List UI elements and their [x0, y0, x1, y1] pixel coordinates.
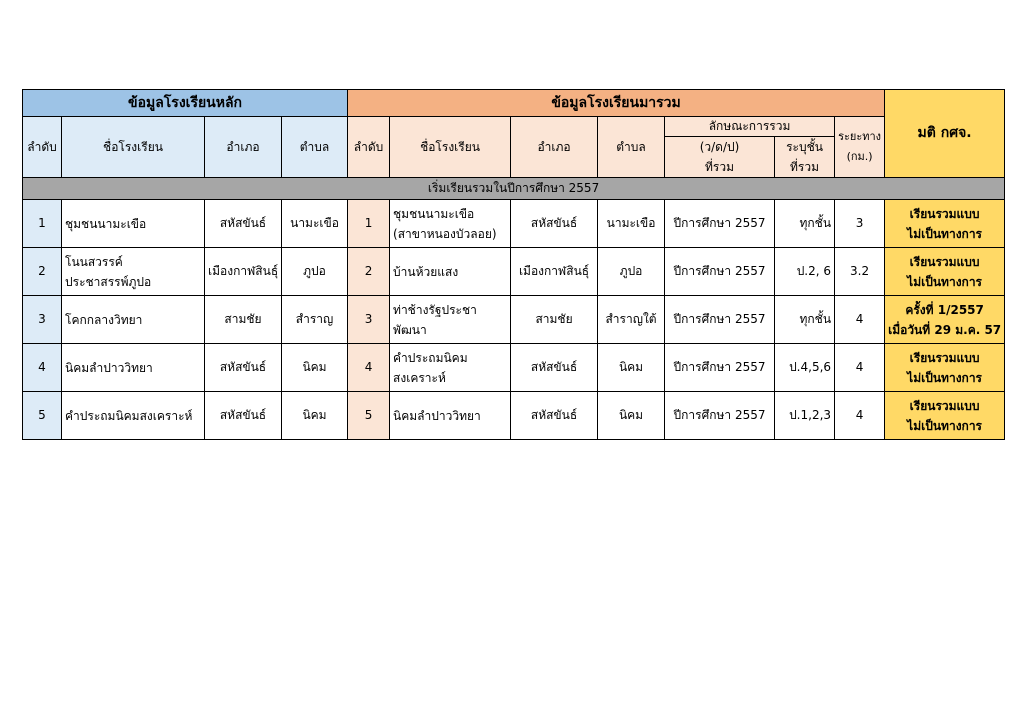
merge-name-line1: นิคมลำปาววิทยา	[393, 408, 481, 423]
merge-year: ปีการศึกษา 2557	[673, 408, 766, 422]
main-subdistrict: นิคม	[302, 408, 327, 422]
main-order-cell	[23, 296, 62, 344]
grade-header-sub: ที่รวม	[790, 160, 820, 174]
main-name-cell	[62, 200, 205, 248]
main-order: 2	[38, 264, 46, 278]
main-order-cell	[23, 344, 62, 392]
resolution-line1: เรียนรวมแบบ	[909, 206, 980, 221]
main-name-cell	[62, 296, 205, 344]
main-subdistrict-cell	[282, 296, 348, 344]
main-order-header: ลำดับ	[23, 117, 62, 178]
merge-order-cell	[348, 392, 390, 440]
distance-header-unit: (กม.)	[846, 150, 873, 163]
resolution-header: มติ กศจ.	[885, 90, 1005, 178]
main-subdistrict-cell	[282, 344, 348, 392]
main-name-line1: โคกกลางวิทยา	[65, 312, 143, 327]
merge-subdistrict: ภูปอ	[619, 264, 643, 278]
merge-order: 4	[364, 360, 373, 374]
main-name-line1: ชุมชนนามะเขือ	[65, 216, 147, 231]
merge-name-line2: พัฒนา	[393, 322, 427, 337]
main-name-cell	[62, 392, 205, 440]
main-school-group-header: ข้อมูลโรงเรียนหลัก	[23, 90, 348, 117]
main-subdistrict-header: ตำบล	[282, 117, 348, 178]
distance-cell	[835, 392, 885, 440]
main-name-cell	[62, 344, 205, 392]
merge-subdistrict-cell	[598, 392, 665, 440]
merge-subdistrict: สำราญใต้	[605, 312, 657, 326]
merge-order-cell	[348, 200, 390, 248]
merge-name-header: ชื่อโรงเรียน	[390, 117, 511, 178]
main-name-cell	[62, 248, 205, 296]
merge-name-cell	[390, 248, 511, 296]
merge-order-header: ลำดับ	[348, 117, 390, 178]
merge-order-cell	[348, 248, 390, 296]
merge-year-cell	[665, 200, 775, 248]
merge-grade: ป.2, 6	[796, 264, 832, 278]
table-row	[23, 392, 1005, 440]
main-name-header: ชื่อโรงเรียน	[62, 117, 205, 178]
merge-name-cell	[390, 344, 511, 392]
main-district-cell	[205, 248, 282, 296]
school-merge-table	[22, 89, 1005, 440]
merge-name-line1: คำประถมนิคม	[393, 350, 468, 365]
resolution-line2: เมื่อวันที่ 29 ม.ค. 57	[888, 322, 1002, 337]
merge-name-line1: ชุมชนนามะเขือ	[393, 206, 475, 221]
merge-mode-sub: ที่รวม	[705, 160, 735, 174]
merge-name-line2: สงเคราะห์	[393, 370, 446, 385]
main-name-line1: นิคมลำปาววิทยา	[65, 360, 153, 375]
merge-district-cell	[511, 392, 598, 440]
resolution-line1: ครั้งที่ 1/2557	[905, 302, 984, 317]
school-rows	[23, 200, 1005, 440]
merge-district: สามชัย	[535, 312, 573, 326]
main-subdistrict-cell	[282, 248, 348, 296]
main-order-cell	[23, 248, 62, 296]
merge-district: สหัสขันธ์	[530, 360, 578, 374]
merge-order-cell	[348, 344, 390, 392]
merge-year-cell	[665, 248, 775, 296]
merge-subdistrict-cell	[598, 248, 665, 296]
merge-district-cell	[511, 200, 598, 248]
merge-subdistrict-cell	[598, 344, 665, 392]
main-order: 1	[38, 216, 46, 230]
resolution-line2: ไม่เป็นทางการ	[907, 274, 982, 289]
merge-order: 5	[364, 408, 373, 422]
main-name-line2: ประชาสรรพ์ภูปอ	[65, 274, 152, 289]
main-subdistrict-cell	[282, 392, 348, 440]
merge-grade: ป.1,2,3	[789, 408, 832, 422]
resolution-line2: ไม่เป็นทางการ	[907, 418, 982, 433]
main-district-cell	[205, 200, 282, 248]
distance-header	[835, 117, 885, 178]
merge-district-cell	[511, 344, 598, 392]
main-subdistrict-cell	[282, 200, 348, 248]
resolution-cell	[885, 200, 1005, 248]
merge-order: 2	[364, 264, 373, 278]
merge-name-cell	[390, 200, 511, 248]
main-subdistrict: นามะเขือ	[290, 216, 339, 230]
merge-district: สหัสขันธ์	[530, 408, 578, 422]
merge-subdistrict: นามะเขือ	[606, 216, 656, 230]
merge-school-group-header: ข้อมูลโรงเรียนมารวม	[348, 90, 885, 117]
distance-cell	[835, 344, 885, 392]
main-district: สหัสขันธ์	[219, 408, 267, 422]
merge-year: ปีการศึกษา 2557	[673, 312, 766, 326]
merge-order: 3	[364, 312, 373, 326]
grade-header-label: ระบุชั้น	[786, 140, 823, 154]
resolution-line2: ไม่เป็นทางการ	[907, 370, 982, 385]
merge-district-header: อำเภอ	[511, 117, 598, 178]
main-order-cell	[23, 392, 62, 440]
main-order-cell	[23, 200, 62, 248]
main-order: 3	[38, 312, 46, 326]
merge-year-cell	[665, 392, 775, 440]
merge-mode-label: (ว/ด/ป)	[699, 140, 740, 154]
merge-subdistrict: นิคม	[618, 360, 644, 374]
resolution-line1: เรียนรวมแบบ	[909, 254, 980, 269]
merge-grade: ทุกชั้น	[799, 216, 832, 230]
distance-header-label: ระยะทาง	[838, 130, 882, 143]
distance-cell	[835, 296, 885, 344]
distance-cell	[835, 200, 885, 248]
merge-grade: ทุกชั้น	[799, 312, 832, 326]
table-row	[23, 344, 1005, 392]
main-subdistrict: สำราญ	[295, 312, 334, 326]
merge-subdistrict-cell	[598, 296, 665, 344]
merge-name-cell	[390, 392, 511, 440]
merge-grade: ป.4,5,6	[789, 360, 832, 374]
merge-order: 1	[364, 216, 373, 230]
main-name-line1: คำประถมนิคมสงเคราะห์	[65, 408, 193, 423]
distance-value: 4	[855, 408, 864, 422]
merge-district: สหัสขันธ์	[530, 216, 578, 230]
main-district-cell	[205, 296, 282, 344]
main-district: สหัสขันธ์	[219, 360, 267, 374]
merge-grade-cell	[775, 200, 835, 248]
merge-name-cell	[390, 296, 511, 344]
main-order: 4	[38, 360, 46, 374]
merge-grade-cell	[775, 248, 835, 296]
resolution-line1: เรียนรวมแบบ	[909, 398, 980, 413]
merge-name-line2: (สาขาหนองบัวลอย)	[393, 226, 497, 241]
merge-subdistrict-cell	[598, 200, 665, 248]
resolution-cell	[885, 392, 1005, 440]
main-subdistrict: นิคม	[302, 360, 327, 374]
main-name-line1: โนนสวรรค์	[65, 254, 123, 269]
main-order: 5	[38, 408, 46, 422]
grade-header	[775, 137, 835, 178]
merge-order-cell	[348, 296, 390, 344]
main-district-cell	[205, 392, 282, 440]
distance-value: 4	[855, 360, 864, 374]
main-subdistrict: ภูปอ	[303, 264, 326, 278]
merge-year: ปีการศึกษา 2557	[673, 216, 766, 230]
merge-grade-cell	[775, 296, 835, 344]
merge-subdistrict-header: ตำบล	[598, 117, 665, 178]
merge-name-line1: บ้านห้วยแสง	[393, 264, 459, 279]
merge-subdistrict: นิคม	[618, 408, 644, 422]
resolution-cell	[885, 248, 1005, 296]
merge-year-cell	[665, 344, 775, 392]
distance-value: 4	[855, 312, 864, 326]
main-district-cell	[205, 344, 282, 392]
start-year-band: เริ่มเรียนรวมในปีการศึกษา 2557	[23, 178, 1005, 200]
distance-cell	[835, 248, 885, 296]
merge-mode-header	[665, 137, 775, 178]
merge-grade-cell	[775, 344, 835, 392]
main-district: สามชัย	[224, 312, 262, 326]
merge-district-cell	[511, 248, 598, 296]
resolution-cell	[885, 296, 1005, 344]
resolution-line1: เรียนรวมแบบ	[909, 350, 980, 365]
table-row	[23, 296, 1005, 344]
distance-value: 3	[855, 216, 864, 230]
merge-district-cell	[511, 296, 598, 344]
table-row	[23, 200, 1005, 248]
merge-year: ปีการศึกษา 2557	[673, 360, 766, 374]
main-district: เมืองกาฬสินธุ์	[208, 264, 279, 278]
distance-value: 3.2	[850, 264, 870, 278]
merge-grade-cell	[775, 392, 835, 440]
merge-year: ปีการศึกษา 2557	[673, 264, 766, 278]
merge-type-header: ลักษณะการรวม	[665, 117, 835, 137]
table-row	[23, 248, 1005, 296]
main-district: สหัสขันธ์	[219, 216, 267, 230]
main-district-header: อำเภอ	[205, 117, 282, 178]
resolution-line2: ไม่เป็นทางการ	[907, 226, 982, 241]
merge-name-line1: ท่าช้างรัฐประชา	[393, 302, 477, 317]
merge-district: เมืองกาฬสินธุ์	[518, 264, 590, 278]
merge-year-cell	[665, 296, 775, 344]
resolution-cell	[885, 344, 1005, 392]
